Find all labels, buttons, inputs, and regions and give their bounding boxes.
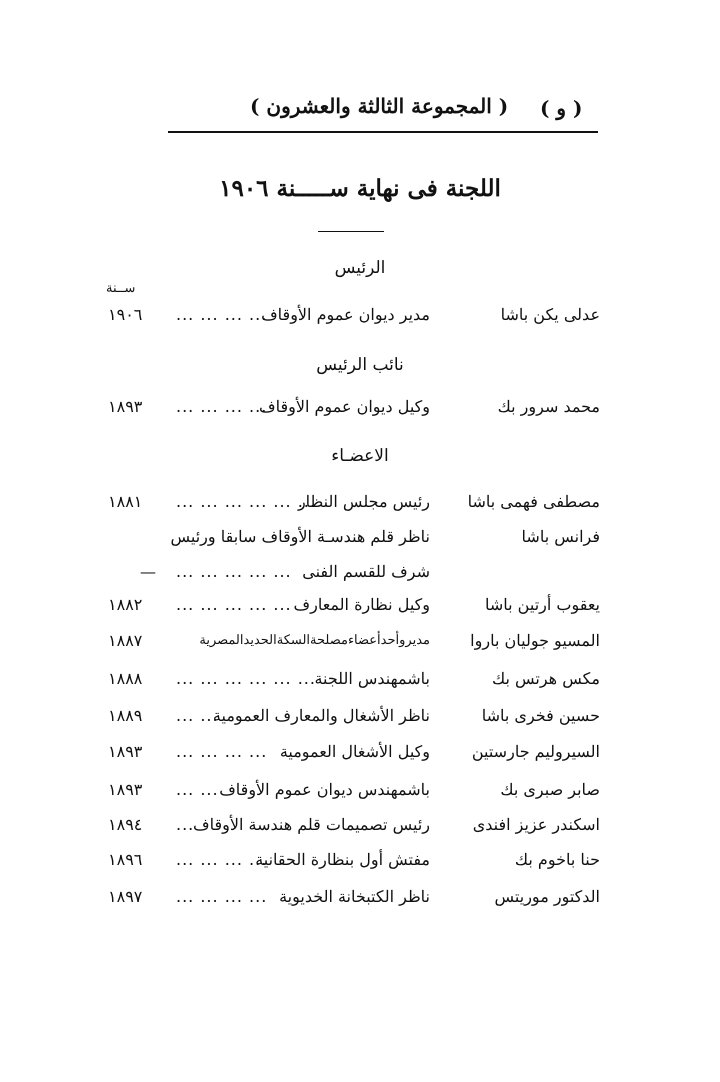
- member-post: شرف للقسم الفنى: [302, 562, 430, 581]
- member-year: ١٨٩٤: [108, 815, 143, 834]
- title-divider: [318, 231, 384, 232]
- table-row: [0, 887, 720, 917]
- member-post: مفتش أول بنظارة الحقانية: [255, 850, 430, 869]
- table-row: [0, 742, 720, 772]
- member-post: وكيل الأشغال العمومية: [279, 742, 430, 761]
- table-row: [0, 669, 720, 699]
- member-year: ١٩٠٦: [108, 305, 143, 324]
- member-post: ناظر قلم هندسـة الأوقاف سابقا ورئيس: [170, 527, 430, 546]
- member-name: اسكندر عزيز افندى: [472, 815, 600, 834]
- member-post: باشمهندس ديوان عموم الأوقاف: [219, 780, 430, 799]
- leader-dots: ... ... ... ... ...: [176, 595, 292, 614]
- leader-dots: ... ... ... ... ... ...: [176, 492, 316, 511]
- section-heading-members: الاعضـاء: [331, 446, 389, 466]
- running-title: ( المجموعة الثالثة والعشرون ): [250, 94, 509, 118]
- leader-dots: ...: [176, 815, 195, 834]
- leader-dots: ... ... ... ... ... ...: [176, 669, 316, 688]
- page-title: اللجنة فى نهاية ســـــنة ١٩٠٦: [219, 175, 501, 202]
- member-post: رئيس تصميمات قلم هندسة الأوقاف: [193, 815, 430, 834]
- member-name: محمد سرور بك: [497, 397, 600, 416]
- section-heading-president: الرئيس: [334, 258, 386, 278]
- table-row: [0, 780, 720, 810]
- member-post: ناظر الكتبخانة الخديوية: [279, 887, 430, 906]
- member-year: ١٨٨٩: [108, 706, 143, 725]
- member-name: صابر صبرى بك: [500, 780, 600, 799]
- table-row: [0, 595, 720, 625]
- member-year: ١٨٨٨: [108, 669, 143, 688]
- header-rule: [168, 131, 598, 133]
- member-year: ١٨٩٣: [108, 742, 143, 761]
- member-post: رئيس مجلس النظار: [297, 492, 430, 511]
- leader-dots: ... ... ... ...: [176, 305, 268, 324]
- section-heading-vice-president: نائب الرئيس: [316, 355, 404, 375]
- member-post: وكيل ديوان عموم الأوقاف: [259, 397, 430, 416]
- leader-dots: ... ... ... ...: [176, 850, 268, 869]
- member-name: عدلى يكن باشا: [500, 305, 600, 324]
- leader-dots: ... ... ... ...: [176, 742, 268, 761]
- leader-dots: ... ... ... ...: [176, 887, 268, 906]
- member-year: ١٨٨٧: [108, 631, 143, 650]
- member-post: مدير ديوان عموم الأوقاف: [261, 305, 430, 324]
- member-year: ١٨٩٣: [108, 780, 143, 799]
- member-name: مكس هرتس بك: [491, 669, 600, 688]
- leader-dots: ... ... ... ...: [176, 397, 268, 416]
- table-row: [0, 706, 720, 736]
- leader-dots: ... ... ... ... ...: [176, 562, 292, 581]
- member-name: فرانس باشا: [521, 527, 600, 546]
- leader-dots: ... ...: [176, 780, 219, 799]
- member-post: باشمهندس اللجنة: [314, 669, 430, 688]
- member-name: حنا باخوم بك: [514, 850, 600, 869]
- member-name: الدكتور موريتس: [494, 887, 600, 906]
- member-post: وكيل نظارة المعارف: [293, 595, 430, 614]
- table-row: [0, 305, 720, 335]
- member-year: ١٨٩٦: [108, 850, 143, 869]
- year-column-header: ســنة: [106, 281, 136, 296]
- member-year: ١٨٩٣: [108, 397, 143, 416]
- leader-dots: ... ...: [176, 706, 219, 725]
- table-row: [0, 562, 720, 592]
- member-post: مديروأحدأعضاءمصلحةالسكةالحديدالمصرية: [199, 633, 430, 648]
- table-row: [0, 492, 720, 522]
- member-year: —: [140, 562, 156, 581]
- member-year: ١٨٨١: [108, 492, 143, 511]
- member-name: مصطفى فهمى باشا: [467, 492, 600, 511]
- member-name: حسين فخرى باشا: [481, 706, 600, 725]
- page-number: ( و ): [540, 96, 583, 120]
- table-row: [0, 631, 720, 661]
- member-name: يعقوب أرتين باشا: [484, 595, 600, 614]
- table-row: [0, 527, 720, 557]
- member-post: ناظر الأشغال والمعارف العمومية: [212, 706, 430, 725]
- table-row: [0, 397, 720, 427]
- table-row: [0, 815, 720, 845]
- table-row: [0, 850, 720, 880]
- member-year: ١٨٨٢: [108, 595, 143, 614]
- member-name: المسيو جوليان باروا: [470, 631, 600, 650]
- member-name: السيروليم جارستين: [471, 742, 600, 761]
- member-year: ١٨٩٧: [108, 887, 143, 906]
